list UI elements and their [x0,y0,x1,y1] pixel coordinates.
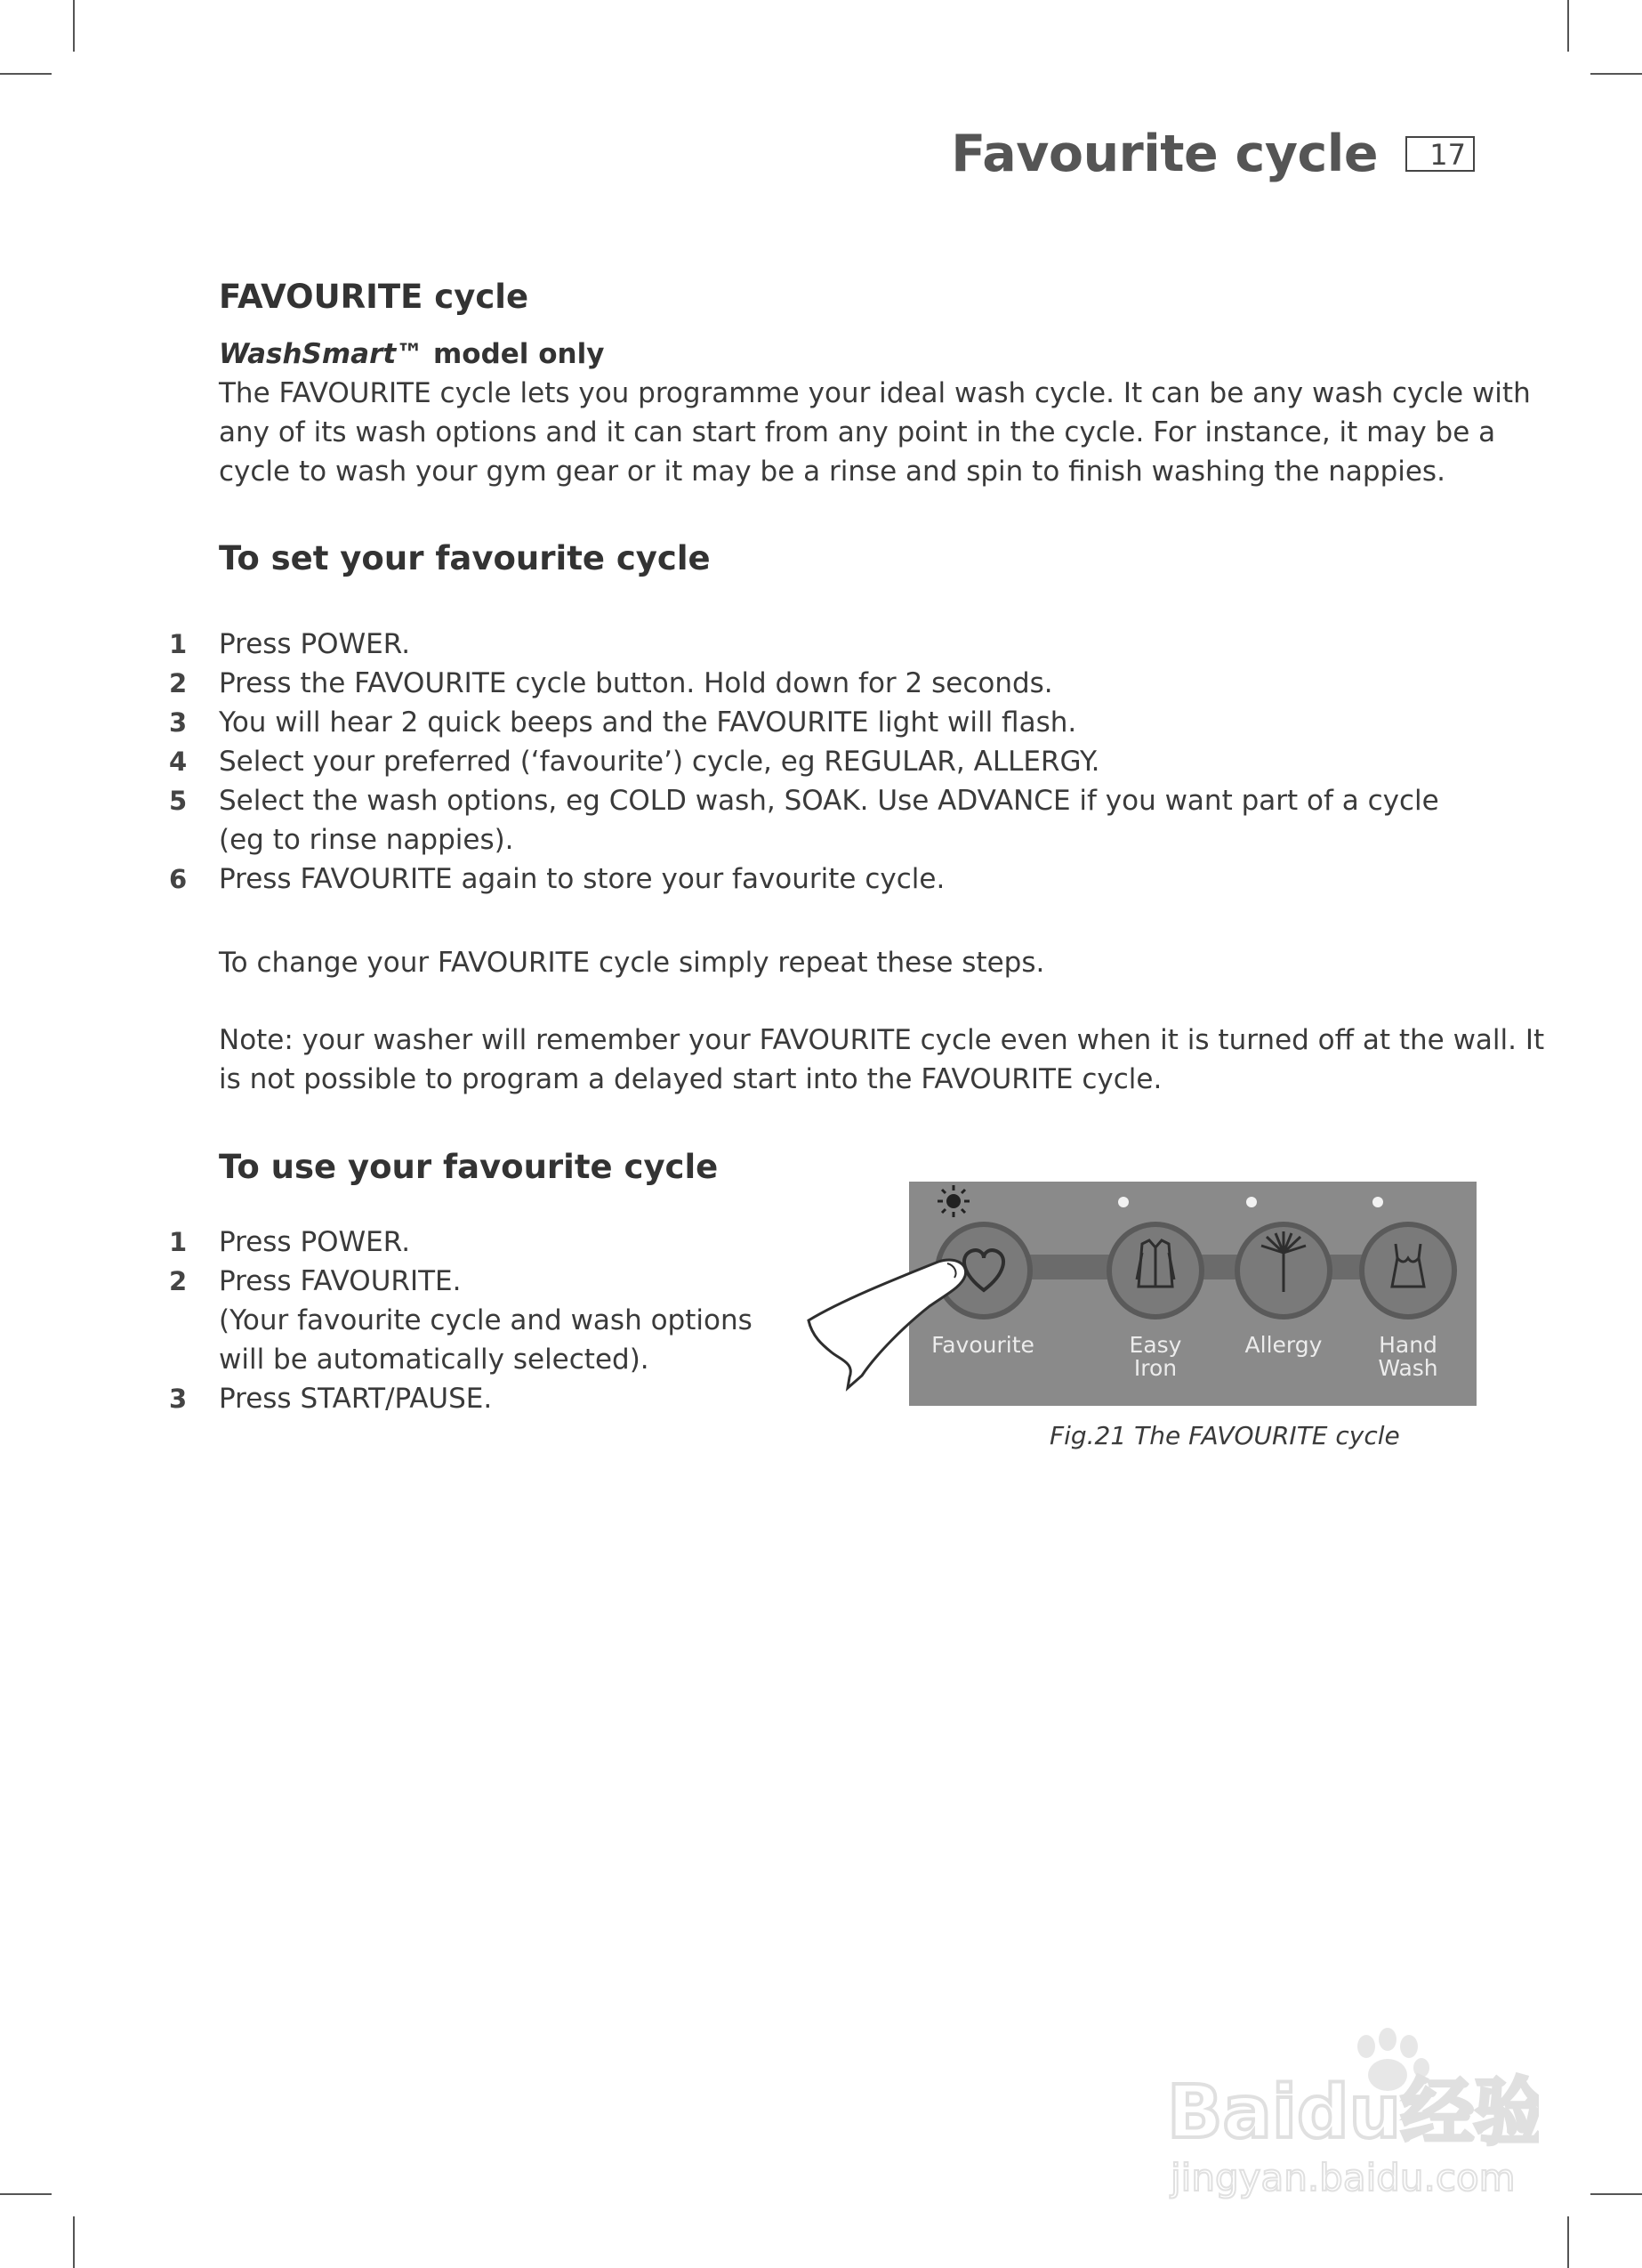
step-text: will be automatically selected). [219,1344,649,1376]
button-label: Favourite [931,1332,1034,1358]
watermark-brand: Baidu经验 [1167,2070,1539,2155]
section-subtitle [219,335,604,374]
step-text: Select your preferred (‘favourite’) cycle, eg REGULAR, ALLERGY. [219,746,1100,778]
allergy-button[interactable] [1237,1224,1330,1317]
crop-mark [73,2216,75,2268]
control-panel-figure [909,1182,1477,1406]
crop-mark [0,2193,52,2195]
change-note: To change your FAVOURITE cycle simply repeat these steps. [219,947,1045,979]
indicator-light [1246,1197,1257,1207]
crop-mark [1590,2193,1642,2195]
step-text: Press START/PAUSE. [219,1383,493,1415]
step-text: Select the wash options, eg COLD wash, SOAK. Use ADVANCE if you want part of a cycle [219,785,1439,817]
button-label: Iron [1133,1355,1178,1381]
step-text: Press POWER. [219,628,411,660]
indicator-light [1372,1197,1383,1207]
step-text: You will hear 2 quick beeps and the FAVOURITE light will flash. [219,706,1077,739]
step-number: 5 [169,786,188,816]
step-text: Press the FAVOURITE cycle button. Hold down for 2 seconds. [219,667,1053,699]
step-text: Press FAVOURITE again to store your favourite cycle. [219,863,946,895]
crop-mark [73,0,75,52]
button-label: Wash [1378,1355,1438,1381]
step-number: 1 [169,629,188,659]
watermark-url: jingyan.baidu.com [1171,2156,1516,2199]
page-title: Favourite cycle [951,125,1378,183]
step-number: 1 [169,1227,188,1257]
sun-indicator-icon [938,1185,970,1217]
subtitle-rest: model only [423,338,605,370]
step-number: 2 [169,668,188,698]
indicator-light [1118,1197,1129,1207]
step-number: 6 [169,864,188,894]
crop-mark [1567,0,1569,52]
baidu-watermark [1165,2020,1539,2207]
crop-mark [1590,73,1642,75]
section-title: FAVOURITE cycle [219,278,529,316]
page-number: 17 [1405,136,1475,172]
intro-line: cycle to wash your gym gear or it may be a rinse and spin to finish washing the nappies. [219,456,1445,488]
model-name: WashSmart™ [219,338,424,370]
note-line: Note: your washer will remember your FAVOURITE cycle even when it is turned off at the wall. It [219,1024,1545,1056]
crop-mark [0,73,52,75]
intro-line: any of its wash options and it can start from any point in the cycle. For instance, it may be a [219,416,1496,448]
button-label: Easy [1129,1332,1182,1358]
crop-mark [1567,2216,1569,2268]
note-line: is not possible to program a delayed start into the FAVOURITE cycle. [219,1063,1163,1095]
hand-wash-button[interactable] [1362,1224,1454,1317]
watermark [1165,2020,1539,2210]
button-label: Allergy [1244,1332,1323,1358]
step-number: 3 [169,707,188,738]
step-text: Press FAVOURITE. [219,1265,462,1297]
control-panel-svg [909,1182,1477,1406]
finger-pointer-icon [805,1246,983,1397]
step-text: Press POWER. [219,1226,411,1258]
figure-caption: Fig.21 The FAVOURITE cycle [1050,1421,1400,1450]
step-text: (eg to rinse nappies). [219,824,514,856]
set-cycle-heading: To set your favourite cycle [219,539,711,577]
button-label: Hand [1379,1332,1437,1358]
step-number: 4 [169,747,188,777]
easy-iron-button[interactable] [1109,1224,1202,1317]
step-text: (Your favourite cycle and wash options [219,1304,753,1336]
step-number: 2 [169,1266,188,1296]
step-number: 3 [169,1384,188,1414]
intro-line: The FAVOURITE cycle lets you programme your ideal wash cycle. It can be any wash cycle with [219,377,1531,409]
use-cycle-heading: To use your favourite cycle [219,1148,719,1186]
